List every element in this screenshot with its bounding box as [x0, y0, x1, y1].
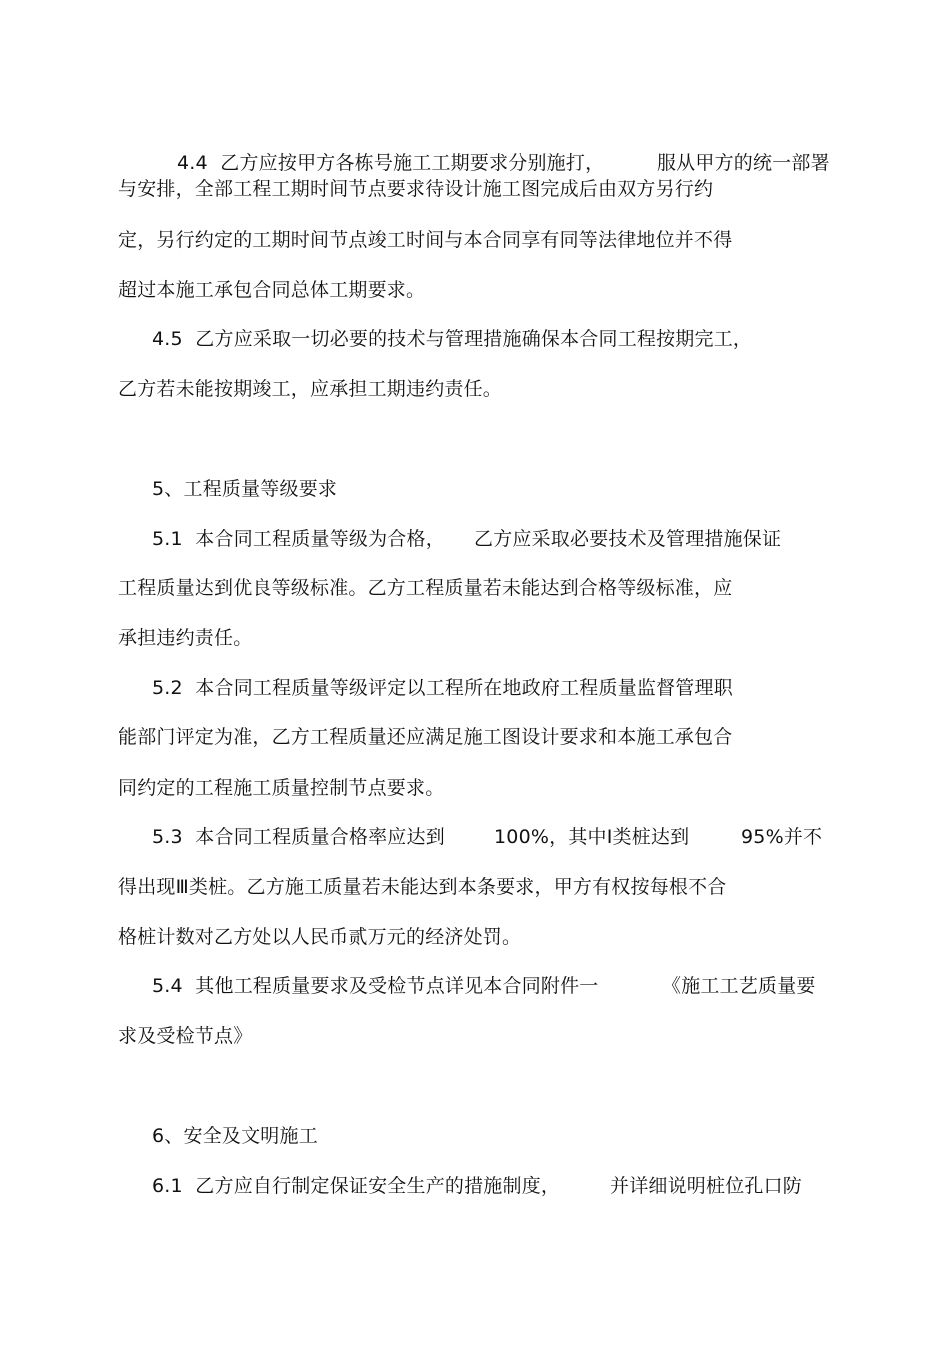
- para-5-2-line-2: 能部门评定为准，乙方工程质量还应满足施工图设计要求和本施工承包合: [118, 726, 733, 748]
- para-4-5-line-2: 乙方若未能按期竣工，应承担工期违约责任。: [118, 378, 503, 400]
- para-5-3-line-2: 得出现Ⅲ类桩。乙方施工质量若未能达到本条要求，甲方有权按每根不合: [118, 876, 727, 898]
- section-5-heading: 5、工程质量等级要求: [152, 478, 338, 500]
- para-4-4-line-3: 定，另行约定的工期时间节点竣工时间与本合同享有同等法律地位并不得: [118, 229, 733, 251]
- para-5-3-line-1-mid: 100%，其中Ⅰ类桩达到: [494, 826, 690, 848]
- para-5-2-line-1: 5.2 本合同工程质量等级评定以工程所在地政府工程质量监督管理职: [152, 677, 733, 699]
- para-4-4-line-2: 与安排，全部工程工期时间节点要求待设计施工图完成后由双方另行约: [118, 178, 714, 200]
- para-4-4-line-4: 超过本施工承包合同总体工期要求。: [118, 279, 426, 301]
- para-4-4-text-a: 4.4 乙方应按甲方各栋号施工工期要求分别施打，: [176, 152, 605, 174]
- para-5-1-line-3: 承担违约责任。: [118, 627, 253, 649]
- para-5-3-line-1-tail: 95%并不: [741, 826, 823, 848]
- para-5-3-line-1: 5.3 本合同工程质量合格率应达到: [152, 826, 445, 848]
- para-4-5-line-1: 4.5 乙方应采取一切必要的技术与管理措施确保本合同工程按期完工，: [152, 328, 753, 350]
- para-4-4-text-b: 服从甲方的统一部署: [656, 152, 830, 174]
- para-5-1-line-1: 5.1 本合同工程质量等级为合格，: [152, 528, 445, 550]
- section-6-heading: 6、安全及文明施工: [152, 1125, 318, 1147]
- para-5-3-line-3: 格桩计数对乙方处以人民币贰万元的经济处罚。: [118, 926, 522, 948]
- para-5-4-line-2: 求及受检节点》: [118, 1025, 253, 1047]
- para-5-4-line-1-tail: 《施工工艺质量要: [662, 975, 816, 997]
- para-6-1-line-1: 6.1 乙方应自行制定保证安全生产的措施制度，: [152, 1175, 561, 1197]
- para-6-1-line-1-tail: 并详细说明桩位孔口防: [610, 1175, 803, 1197]
- para-5-2-line-3: 同约定的工程施工质量控制节点要求。: [118, 777, 445, 799]
- para-5-4-line-1: 5.4 其他工程质量要求及受检节点详见本合同附件一: [152, 975, 599, 997]
- para-5-1-line-1-tail: 乙方应采取必要技术及管理措施保证: [474, 528, 782, 550]
- para-5-1-line-2: 工程质量达到优良等级标准。乙方工程质量若未能达到合格等级标准，应: [118, 577, 733, 599]
